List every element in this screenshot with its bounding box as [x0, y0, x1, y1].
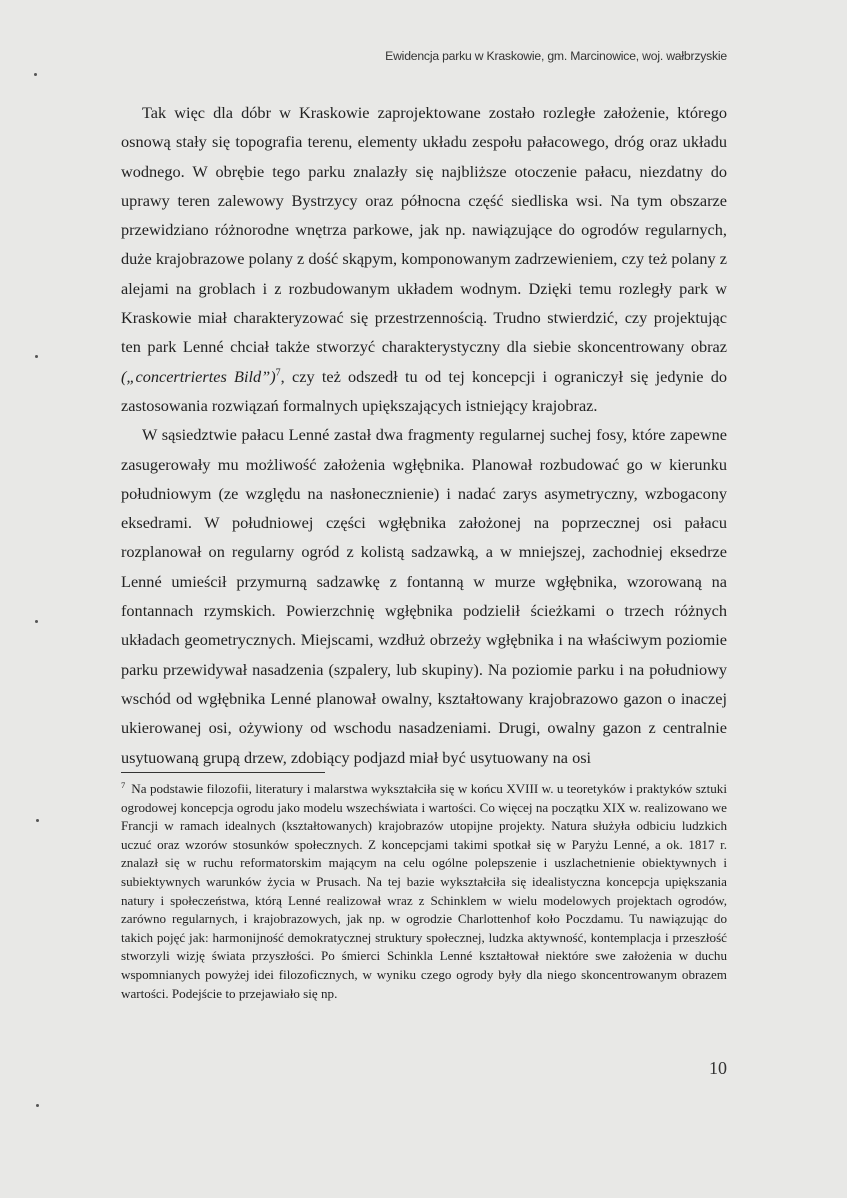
main-text: [121, 98, 727, 772]
footnote-number: 7: [121, 779, 126, 790]
paragraph-1: [121, 98, 727, 420]
scan-speck: [34, 73, 37, 76]
scan-speck: [35, 355, 38, 358]
footnote: [121, 780, 727, 1003]
footnote-reference: 7: [275, 367, 281, 379]
quoted-term: („concertriertes Bild”): [121, 366, 276, 386]
scan-speck: [35, 620, 38, 623]
footnote-text: Na podstawie filozofii, literatury i malarstwa wykształciła się w końcu XVIII w. u teoretyków i praktyków sztuki ogrodowej koncepcja ogrodu jako modelu wszechświata i wartości. Co więcej na początku XIX w. realizowano we Francji w ramach idealnych (kształtowanych) krajobrazów utopijne projekty. Natura służyła odbiciu ludzkich uczuć oraz wzorów stosunków społecznych. Z koncepcjami takimi spotkał się w Paryżu Lenné, a ok. 1817 r. znalazł się w ruchu reformatorskim mającym na celu ogólne polepszenie i uszlachetnienie obiektywnych i subiektywnych warunków życia w Prusach. Na tej bazie wykształciła się idealistyczna koncepcja upiększania natury i społeczeństwa, którą Lenné realizował wraz z Schinklem w wielu modelowych projektach ogrodów, zarówno regularnych, i krajobrazowych, jak np. w ogrodzie Charlottenhof koło Poczdamu. Tu nawiązując do takich pojęć jak: harmonijność demokratycznej struktury społecznej, ludzka aktywność, kontemplacja i przeszłość stworzyli wizję świata przyszłości. Po śmierci Schinkla Lenné kształtował niektóre swe założenia w duchu wspomnianych powyżej idei filozoficznych, w wyniku czego ogrody były dla niego skoncentrowanym obrazem wartości. Podejście to przejawiało się np.: [121, 781, 727, 1001]
running-header: Ewidencja parku w Kraskowie, gm. Marcinowice, woj. wałbrzyskie: [385, 49, 727, 63]
footnote-7: [121, 780, 727, 1003]
paragraph-2: W sąsiedztwie pałacu Lenné zastał dwa fragmenty regularnej suchej fosy, które zapewne zasugerowały mu możliwość założenia wgłębnika. Planował rozbudować go w kierunku południowym (ze względu na nasłonecznienie) i nadać zarys asymetryczny, wzbogacony eksedrami. W południowej części wgłębnika założonej na poprzecznej osi pałacu rozplanował on regularny ogród z kolistą sadzawką, a w mniejszej, zachodniej eksedrze Lenné umieścił przymurną sadzawkę z fontanną w murze wgłębnika, wzorowaną na fontannach rzymskich. Powierzchnię wgłębnika podzielił ścieżkami o trzech różnych układach geometrycznych. Miejscami, wzdłuż obrzeży wgłębnika i na właściwym poziomie parku przewidywał nasadzenia (szpalery, lub skupiny). Na poziomie parku i na południowy wschód od wgłębnika Lenné planował owalny, kształtowany krajobrazowo gazon o inaczej ukierowanej osi, ożywiony od wschodu nasadzeniami. Drugi, owalny gazon z centralnie usytuowaną grupą drzew, zdobiący podjazd miał być usytuowany na osi: [121, 425, 727, 767]
paragraph-1-continuation: , czy też odszedł tu od tej koncepcji i ograniczył się jedynie do zastosowania rozwiązań formalnych upiększających istniejący krajobraz.: [121, 366, 728, 415]
scan-speck: [36, 1104, 39, 1107]
page-number: 10: [709, 1058, 727, 1078]
footnote-separator: [121, 772, 325, 773]
scan-speck: [36, 819, 39, 822]
paragraph-1-text: Tak więc dla dóbr w Kraskowie zaprojektowane zostało rozległe założenie, którego osnową stały się topografia terenu, elementy układu zespołu pałacowego, dróg oraz układu wodnego. W obrębie tego parku znalazły się najbliższe otoczenie pałacu, niezdatny do uprawy teren zalewowy Bystrzycy oraz północna część siedliska wsi. Na tym obszarze przewidziano różnorodne wnętrza parkowe, jak np. nawiązujące do ogrodów regularnych, duże krajobrazowe polany z dość skąpym, komponowanym zadrzewieniem, czy też polany z alejami na groblach i z rozbudowanym układem wodnym. Dzięki temu rozległy park w Kraskowie miał charakteryzować się przestrzennością. Trudno stwierdzić, czy projektując ten park Lenné chciał także stworzyć charakterystyczny dla siebie skoncentrowany obraz: [121, 103, 727, 357]
